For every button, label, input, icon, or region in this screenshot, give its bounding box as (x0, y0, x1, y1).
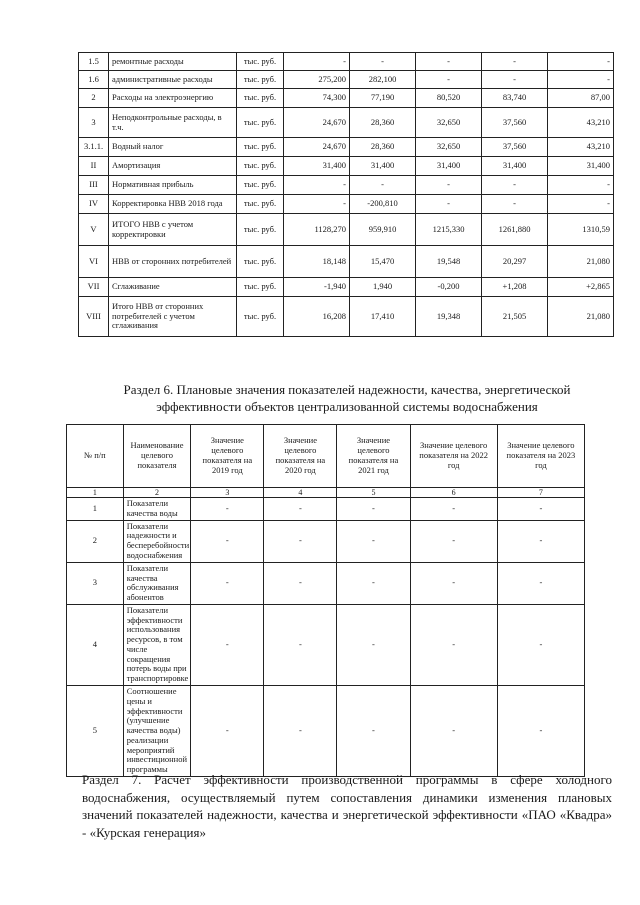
table-row (79, 89, 614, 108)
value-cell: 275,200 (284, 71, 350, 89)
column-header: Наименование целевого показателя (123, 425, 191, 488)
value-cell: 77,190 (350, 89, 416, 108)
table-row (67, 562, 585, 604)
row-number: 4 (67, 604, 124, 685)
header-row (67, 425, 585, 488)
table-row (67, 685, 585, 776)
value-cell: - (264, 604, 337, 685)
value-cell: - (350, 53, 416, 71)
indicator-name: Показатели качества воды (123, 498, 191, 521)
value-cell: 1128,270 (284, 214, 350, 246)
value-cell: 43,210 (548, 108, 614, 138)
row-number: III (79, 176, 109, 195)
value-cell: - (548, 71, 614, 89)
table-row (79, 176, 614, 195)
value-cell: - (410, 520, 497, 562)
value-cell: - (482, 71, 548, 89)
value-cell: - (284, 176, 350, 195)
row-name: Итого НВВ от сторонних потребителей с учетом сглаживания (109, 297, 237, 337)
value-cell: 37,560 (482, 138, 548, 157)
value-cell: - (410, 604, 497, 685)
value-cell: - (548, 53, 614, 71)
value-cell: 31,400 (350, 157, 416, 176)
table-row (67, 520, 585, 562)
value-cell: -1,940 (284, 278, 350, 297)
value-cell: 32,650 (416, 138, 482, 157)
row-name: административные расходы (109, 71, 237, 89)
table-row (67, 604, 585, 685)
column-header: Значение целевого показателя на 2021 год (337, 425, 410, 488)
table-row (79, 297, 614, 337)
row-unit: тыс. руб. (237, 53, 284, 71)
value-cell: - (548, 176, 614, 195)
value-cell: - (337, 520, 410, 562)
column-number: 5 (337, 488, 410, 498)
column-header: Значение целевого показателя на 2023 год (497, 425, 584, 488)
value-cell: 87,00 (548, 89, 614, 108)
section-6-heading: Раздел 6. Плановые значения показателей надежности, качества, энергетической эффективности объектов централизованной системы водоснабжения (123, 382, 571, 414)
table-row (79, 214, 614, 246)
row-unit: тыс. руб. (237, 246, 284, 278)
value-cell: - (284, 195, 350, 214)
value-cell: - (350, 176, 416, 195)
table-row (79, 53, 614, 71)
value-cell: 31,400 (284, 157, 350, 176)
value-cell: - (410, 498, 497, 521)
table-row (79, 246, 614, 278)
column-header: Значение целевого показателя на 2020 год (264, 425, 337, 488)
row-name: Амортизация (109, 157, 237, 176)
row-name: Нормативная прибыль (109, 176, 237, 195)
value-cell: - (416, 195, 482, 214)
column-number: 7 (497, 488, 584, 498)
row-name: НВВ от сторонних потребителей (109, 246, 237, 278)
table-row (79, 278, 614, 297)
row-name: Корректировка НВВ 2018 года (109, 195, 237, 214)
row-number: 2 (67, 520, 124, 562)
value-cell: - (264, 520, 337, 562)
row-unit: тыс. руб. (237, 176, 284, 195)
value-cell: 37,560 (482, 108, 548, 138)
value-cell: 24,670 (284, 138, 350, 157)
value-cell: 31,400 (416, 157, 482, 176)
value-cell: 80,520 (416, 89, 482, 108)
value-cell: 18,148 (284, 246, 350, 278)
value-cell: - (416, 53, 482, 71)
value-cell: 31,400 (548, 157, 614, 176)
value-cell: - (264, 562, 337, 604)
value-cell: - (497, 520, 584, 562)
value-cell: - (191, 685, 264, 776)
column-number: 6 (410, 488, 497, 498)
indicator-name: Показатели качества обслуживания абонентов (123, 562, 191, 604)
value-cell: 17,410 (350, 297, 416, 337)
column-number: 4 (264, 488, 337, 498)
column-number: 1 (67, 488, 124, 498)
row-name: Неподконтрольные расходы, в т.ч. (109, 108, 237, 138)
row-name: Водный налог (109, 138, 237, 157)
value-cell: - (264, 498, 337, 521)
value-cell: - (482, 195, 548, 214)
table-row (79, 195, 614, 214)
row-unit: тыс. руб. (237, 157, 284, 176)
value-cell: 1215,330 (416, 214, 482, 246)
cost-table (78, 52, 614, 337)
column-header: Значение целевого показателя на 2019 год (191, 425, 264, 488)
value-cell: - (191, 520, 264, 562)
value-cell: 28,360 (350, 138, 416, 157)
value-cell: - (416, 71, 482, 89)
value-cell: 15,470 (350, 246, 416, 278)
indicator-name: Показатели надежности и бесперебойности водоснабжения (123, 520, 191, 562)
value-cell: 24,670 (284, 108, 350, 138)
value-cell: - (191, 604, 264, 685)
table-row (67, 498, 585, 521)
row-name: ремонтные расходы (109, 53, 237, 71)
row-unit: тыс. руб. (237, 195, 284, 214)
value-cell: 282,100 (350, 71, 416, 89)
row-unit: тыс. руб. (237, 89, 284, 108)
value-cell: - (416, 176, 482, 195)
value-cell: - (410, 685, 497, 776)
value-cell: 1261,880 (482, 214, 548, 246)
table-row (79, 108, 614, 138)
section-7-heading: Раздел 7. Расчет эффективности производственной программы в сфере холодного водоснабжения, осуществляемый путем сопоставления динамики изменения плановых значений показателей надежности, качества и энергетической эффективности «ПАО «Квадра» - «Курская генерация» (82, 772, 612, 840)
table-row (79, 71, 614, 89)
row-number: 3 (67, 562, 124, 604)
value-cell: 83,740 (482, 89, 548, 108)
row-unit: тыс. руб. (237, 108, 284, 138)
table-row (79, 138, 614, 157)
value-cell: 21,080 (548, 246, 614, 278)
value-cell: 32,650 (416, 108, 482, 138)
value-cell: - (548, 195, 614, 214)
value-cell: - (482, 53, 548, 71)
value-cell: 19,348 (416, 297, 482, 337)
value-cell: - (337, 498, 410, 521)
value-cell: - (410, 562, 497, 604)
row-unit: тыс. руб. (237, 71, 284, 89)
column-header: № п/п (67, 425, 124, 488)
row-unit: тыс. руб. (237, 278, 284, 297)
value-cell: - (191, 498, 264, 521)
row-name: Расходы на электроэнергию (109, 89, 237, 108)
value-cell: - (482, 176, 548, 195)
value-cell: 19,548 (416, 246, 482, 278)
value-cell: -200,810 (350, 195, 416, 214)
row-number: 3 (79, 108, 109, 138)
row-name: ИТОГО НВВ с учетом корректировки (109, 214, 237, 246)
column-number-row (67, 488, 585, 498)
value-cell: 74,300 (284, 89, 350, 108)
column-number: 2 (123, 488, 191, 498)
value-cell: - (497, 562, 584, 604)
value-cell: - (497, 685, 584, 776)
row-name: Сглаживание (109, 278, 237, 297)
row-unit: тыс. руб. (237, 297, 284, 337)
value-cell: 1,940 (350, 278, 416, 297)
row-number: 1.6 (79, 71, 109, 89)
row-number: II (79, 157, 109, 176)
value-cell: - (264, 685, 337, 776)
value-cell: 31,400 (482, 157, 548, 176)
row-number: 2 (79, 89, 109, 108)
row-number: VII (79, 278, 109, 297)
row-unit: тыс. руб. (237, 214, 284, 246)
value-cell: 43,210 (548, 138, 614, 157)
row-number: VI (79, 246, 109, 278)
value-cell: 28,360 (350, 108, 416, 138)
indicator-name: Соотношение цены и эффективности (улучшение качества воды) реализации мероприятий инвестиционной программы (123, 685, 191, 776)
row-number: IV (79, 195, 109, 214)
value-cell: - (191, 562, 264, 604)
row-number: 1 (67, 498, 124, 521)
row-unit: тыс. руб. (237, 138, 284, 157)
row-number: V (79, 214, 109, 246)
value-cell: +2,865 (548, 278, 614, 297)
indicator-name: Показатели эффективности использования ресурсов, в том числе сокращения потерь воды при транспортировке (123, 604, 191, 685)
value-cell: +1,208 (482, 278, 548, 297)
value-cell: - (337, 685, 410, 776)
row-number: 5 (67, 685, 124, 776)
value-cell: 959,910 (350, 214, 416, 246)
indicator-table (66, 424, 585, 777)
value-cell: 20,297 (482, 246, 548, 278)
value-cell: - (497, 604, 584, 685)
row-number: 1.5 (79, 53, 109, 71)
value-cell: 21,505 (482, 297, 548, 337)
value-cell: -0,200 (416, 278, 482, 297)
value-cell: - (497, 498, 584, 521)
table-row (79, 157, 614, 176)
value-cell: - (284, 53, 350, 71)
value-cell: - (337, 604, 410, 685)
row-number: VIII (79, 297, 109, 337)
value-cell: 21,080 (548, 297, 614, 337)
value-cell: - (337, 562, 410, 604)
column-header: Значение целевого показателя на 2022 год (410, 425, 497, 488)
column-number: 3 (191, 488, 264, 498)
value-cell: 16,208 (284, 297, 350, 337)
row-number: 3.1.1. (79, 138, 109, 157)
value-cell: 1310,59 (548, 214, 614, 246)
